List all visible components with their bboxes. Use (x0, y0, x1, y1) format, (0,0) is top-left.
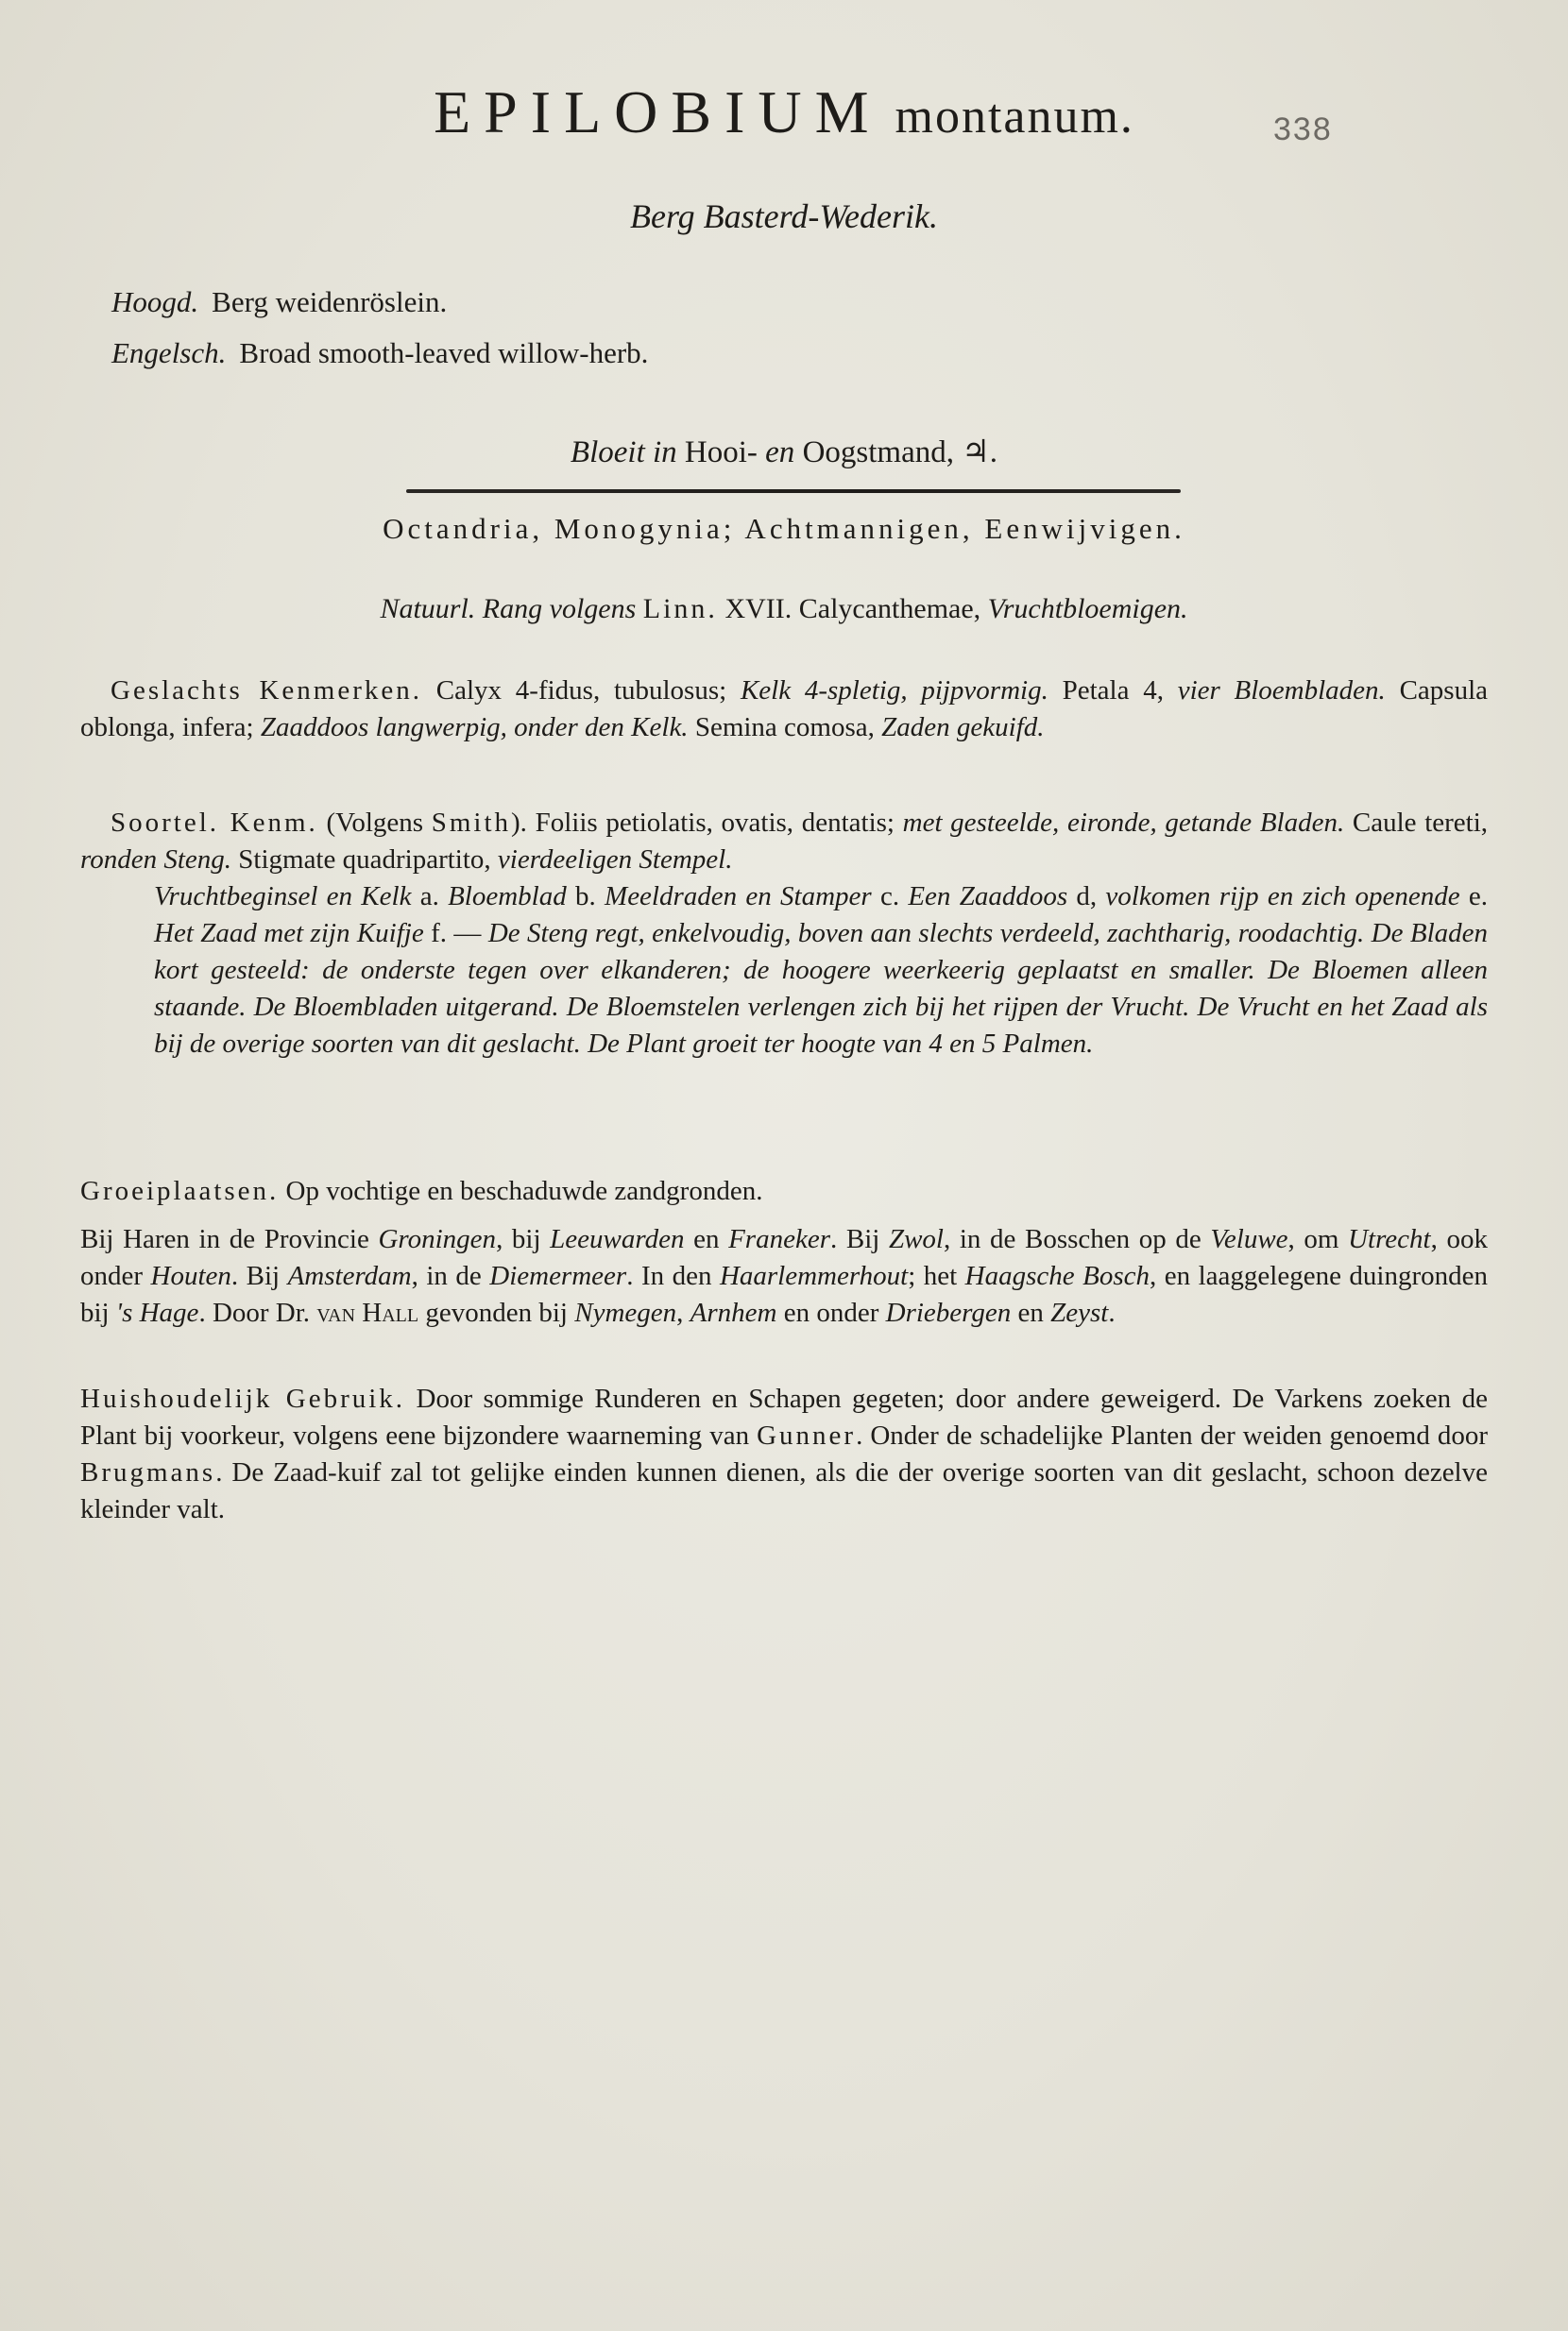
gebruik-text-run: Door sommige Runderen en Schapen gegeten; door andere geweigerd. De Varkens zoeken de Plant bij voorkeur, volgens eene bijzondere waarneming van (80, 1384, 1488, 1451)
language-label: Hoogd. (111, 285, 199, 318)
geslacht-text-run: Semina comosa, (688, 712, 882, 742)
description-paragraph (80, 878, 1488, 1063)
linnaean-classification: Octandria, Monogynia; Achtmannigen, Eenwijvigen. (383, 512, 1185, 545)
beschrijving-text-run: volkomen rijp en zich openende (1105, 881, 1460, 911)
horizontal-rule (406, 489, 1181, 493)
household-use-paragraph (80, 1381, 1488, 1528)
groeiplaatsen-text-run: van Hall (316, 1298, 419, 1328)
groeiplaatsen-text-run: . Door Dr. (198, 1298, 317, 1328)
groeiplaatsen-text-run: Utrecht (1348, 1224, 1431, 1254)
groeiplaatsen-text-run: Haarlemmerhout (719, 1261, 909, 1291)
groeiplaatsen-text-run: , in de (411, 1261, 490, 1291)
groeiplaatsen-text-run: Groningen (378, 1224, 497, 1254)
groeiplaatsen-text-run: Zeyst (1050, 1298, 1109, 1328)
gebruik-text-run: Brugmans (80, 1457, 216, 1488)
geslacht-text-run: Zaden gekuifd. (881, 712, 1045, 742)
geslacht-text-run: Geslachts Kenmerken. (111, 675, 423, 706)
geslacht-text-run: Kelk 4-spletig, pijpvormig. (740, 675, 1048, 706)
soortel-text-run: ronden Steng. (80, 844, 232, 875)
habitat-section (80, 1173, 1488, 1332)
groeiplaatsen-text-run: en (1011, 1298, 1051, 1328)
beschrijving-text-run: Bloemblad (448, 881, 567, 911)
bloei-word: en (765, 435, 795, 469)
bloei-word: Hooi- (684, 435, 758, 469)
gebruik-text-run: . Onder de schadelijke Planten der weiden genoemd door (856, 1421, 1488, 1451)
groeiplaatsen-text-run: Zwol (888, 1224, 944, 1254)
groeiplaatsen-text-run: Amsterdam (287, 1261, 412, 1291)
groeiplaatsen-text-run: 's Hage (115, 1298, 199, 1328)
groeiplaatsen-text-run: , in de Bosschen op de (943, 1224, 1211, 1254)
soortel-text-run: (Volgens (317, 808, 432, 838)
groeiplaatsen-text-run: Veluwe (1210, 1224, 1288, 1254)
groeiplaatsen-text-run: Diemermeer (489, 1261, 627, 1291)
groeiplaatsen-text-run: , (676, 1298, 690, 1328)
rang-word: XVII. Calycanthemae, (724, 593, 981, 624)
groeiplaatsen_intro-text-run: Groeiplaatsen. (80, 1176, 280, 1206)
groeiplaatsen-text-run: en onder (776, 1298, 886, 1328)
soortel-text-run: ). Foliis petiolatis, ovatis, dentatis; (511, 808, 903, 838)
soortel-text-run: Stigmate quadripartito, (231, 844, 498, 875)
language-label: Engelsch. (111, 336, 227, 369)
soortel-text-run: Caule tereti, (1344, 808, 1489, 838)
beschrijving-text-run: Vruchtbeginsel en Kelk (154, 881, 412, 911)
beschrijving-text-run: d, (1067, 881, 1106, 911)
groeiplaatsen-text-run: , bij (496, 1224, 551, 1254)
groeiplaatsen-text-run: Haagsche Bosch (964, 1261, 1150, 1291)
habitat-locations (80, 1221, 1488, 1332)
common-name: Berg Basterd-Wederik. (630, 197, 938, 235)
genus-characters (80, 672, 1488, 746)
groeiplaatsen-text-run: , en laaggelegene duingronden bij (80, 1261, 1489, 1328)
groeiplaatsen-text-run: . In den (626, 1261, 720, 1291)
bloei-word: in (652, 435, 677, 469)
soortel-text-run: Smith (431, 808, 512, 838)
natural-rank-line (0, 593, 1568, 625)
bloei-word: Oogstmand, ♃. (802, 435, 998, 469)
beschrijving-text-run: c. (871, 881, 909, 911)
gebruik-text-run: Gunner (757, 1421, 857, 1451)
geslacht-text-run: Petala 4, (1048, 675, 1178, 706)
bloei-word: Bloeit (570, 435, 645, 469)
groeiplaatsen-text-run: gevonden bij (418, 1298, 575, 1328)
geslacht-text-run: Zaaddoos langwerpig, onder den Kelk. (260, 712, 689, 742)
groeiplaatsen-text-run: , ook onder (80, 1224, 1488, 1291)
language-value: Berg weidenröslein. (212, 285, 448, 318)
language-line-hoogd (111, 285, 447, 319)
groeiplaatsen-text-run: Houten (150, 1261, 231, 1291)
habitat-intro (80, 1173, 1488, 1210)
rang-word: Vruchtbloemigen. (987, 593, 1188, 624)
groeiplaatsen-text-run: en (684, 1224, 729, 1254)
groeiplaatsen-text-run: Bij Haren in de Provincie (80, 1224, 379, 1254)
gebruik-text-run: . De Zaad-kuif zal tot gelijke einden kunnen dienen, als die der overige soorten van dit geslacht, schoon dezelve kleinder valt. (80, 1457, 1488, 1524)
geslacht-text-run: Calyx 4-fidus, tubulosus; (422, 675, 741, 706)
title-genus: EPILOBIUM (434, 78, 882, 145)
household-use-section (80, 1381, 1488, 1528)
gebruik-text-run: Huishoudelijk Gebruik. (80, 1384, 406, 1414)
groeiplaatsen-text-run: . Bij (829, 1224, 889, 1254)
beschrijving-text-run: b. (566, 881, 605, 911)
species-characters (80, 805, 1488, 1063)
rang-word: Linn. (642, 593, 718, 624)
beschrijving-text-run: e. (1459, 881, 1489, 911)
groeiplaatsen-text-run: ; het (908, 1261, 965, 1291)
rang-word: volgens (549, 593, 637, 624)
groeiplaatsen-text-run: Leeuwarden (550, 1224, 685, 1254)
page-number: 338 (1273, 111, 1333, 147)
groeiplaatsen-text-run: Arnhem (690, 1298, 777, 1328)
groeiplaatsen-text-run: Franeker (728, 1224, 830, 1254)
groeiplaatsen-text-run: . Bij (230, 1261, 288, 1291)
beschrijving-text-run: Meeldraden en Stamper (605, 881, 872, 911)
beschrijving-text-run: Het Zaad met zijn Kuifje (154, 918, 424, 948)
language-value: Broad smooth-leaved willow-herb. (239, 336, 649, 369)
rang-word: Natuurl. Rang (380, 593, 543, 624)
groeiplaatsen-text-run: , om (1287, 1224, 1349, 1254)
beschrijving-text-run: Een Zaaddoos (908, 881, 1068, 911)
beschrijving-text-run: a. (411, 881, 449, 911)
geslacht-text-run: vier Bloembladen. (1177, 675, 1386, 706)
soortel-text-run: vierdeeligen Stempel. (497, 844, 733, 875)
soortel-text-run: Soortel. Kenm. (111, 808, 318, 838)
beschrijving-text-run: f. — (423, 918, 488, 948)
soortel-text-run: met gesteelde, eironde, getande Bladen. (902, 808, 1345, 838)
language-line-engelsch (111, 336, 648, 370)
groeiplaatsen-text-run: Driebergen (885, 1298, 1012, 1328)
title-species: montanum. (895, 90, 1134, 144)
flowering-line (0, 433, 1568, 470)
groeiplaatsen-text-run: Nymegen (574, 1298, 677, 1328)
groeiplaatsen-text-run: . (1108, 1298, 1116, 1328)
geslacht-paragraph (80, 672, 1488, 746)
beschrijving-text-run: De Steng regt, enkelvoudig, boven aan slechts verdeeld, zachtharig, roodachtig. De Bladen kort gesteeld: de onderste tegen over elkanderen; de hoogere weerkeerig geplaatst en smaller. De Bloemen alleen staande. De Bloembladen uitgerand. De Bloemstelen verlengen zich bij het rijpen der Vrucht. De Vrucht en het Zaad als bij de overige soorten van dit geslacht. De Plant groeit ter hoogte van 4 en 5 Palmen. (154, 918, 1488, 1059)
soortel-paragraph (80, 805, 1488, 878)
geslacht-text-run: Capsula oblonga, infera; (80, 675, 1488, 742)
page-title (0, 77, 1568, 147)
groeiplaatsen_intro-text-run: Op vochtige en beschaduwde zandgronden. (279, 1176, 763, 1206)
